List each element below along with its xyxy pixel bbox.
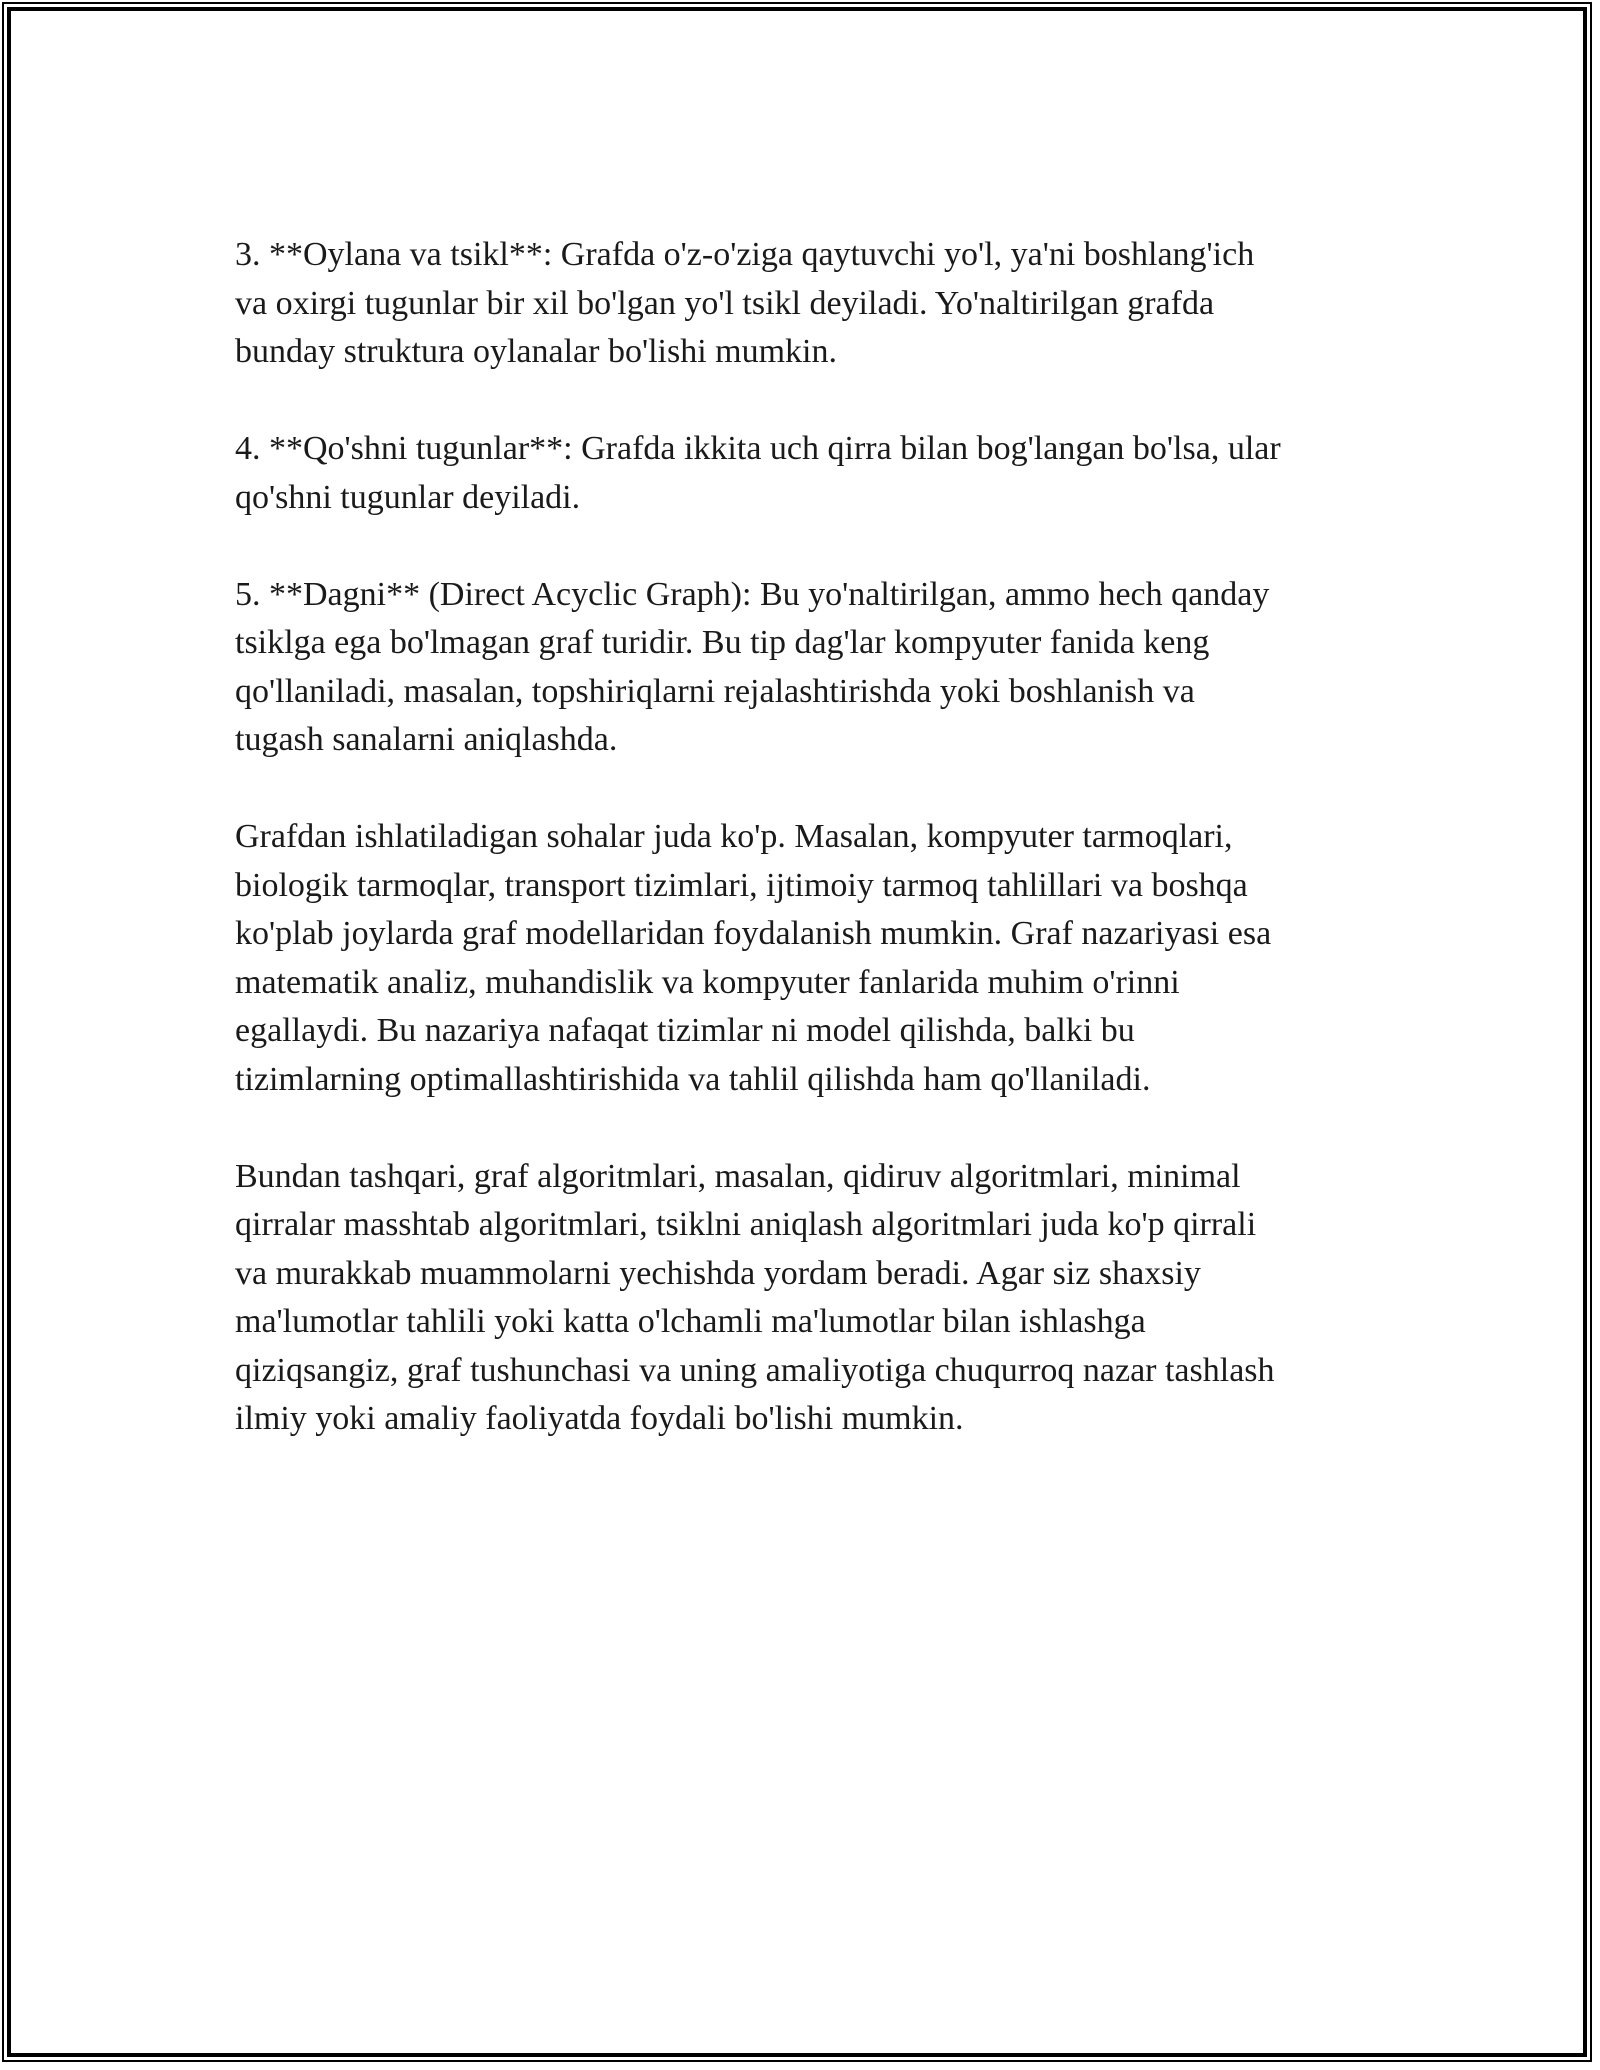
document-body	[235, 231, 1395, 1492]
text-line: va murakkab muammolarni yechishda yordam beradi. Agar siz shaxsiy	[235, 1254, 1201, 1292]
text-line: ilmiy yoki amaliy faoliyatda foydali bo'lishi mumkin.	[235, 1400, 964, 1437]
text-line: 5. **Dagni** (Direct Acyclic Graph): Bu yo'naltirilgan, ammo hech qanday	[235, 575, 1270, 613]
paragraph-dag	[235, 571, 1395, 765]
paragraph-cycle	[235, 231, 1395, 377]
text-line: va oxirgi tugunlar bir xil bo'lgan yo'l tsikl deyiladi. Yo'naltirilgan grafda	[235, 284, 1215, 322]
text-line: egallaydi. Bu nazariya nafaqat tizimlar ni model qilishda, balki bu	[235, 1012, 1135, 1049]
text-line: qo'llaniladi, masalan, topshiriqlarni rejalashtirishda yoki boshlanish va	[235, 672, 1195, 710]
text-line: ma'lumotlar tahlili yoki katta o'lchamli ma'lumotlar bilan ishlashga	[235, 1303, 1146, 1340]
paragraph-applications	[235, 813, 1395, 1104]
text-line: qiziqsangiz, graf tushunchasi va uning amaliyotiga chuqurroq nazar tashlash	[235, 1351, 1275, 1389]
text-line: 4. **Qo'shni tugunlar**: Grafda ikkita uch qirra bilan bog'langan bo'lsa, ular	[235, 430, 1281, 467]
text-line: matematik analiz, muhandislik va kompyuter fanlarida muhim o'rinni	[235, 963, 1180, 1001]
text-line: tizimlarning optimallashtirishida va tahlil qilishda ham qo'llaniladi.	[235, 1060, 1151, 1098]
paragraph-adjacent-nodes	[235, 425, 1395, 522]
text-line: biologik tarmoqlar, transport tizimlari, ijtimoiy tarmoq tahlillari va boshqa	[235, 866, 1248, 904]
text-line: 3. **Oylana va tsikl**: Grafda o'z-o'ziga qaytuvchi yo'l, ya'ni boshlang'ich	[235, 236, 1255, 273]
text-line: bunday struktura oylanalar bo'lishi mumkin.	[235, 333, 837, 370]
text-line: qo'shni tugunlar deyiladi.	[235, 478, 581, 516]
paragraph-algorithms	[235, 1153, 1395, 1444]
text-line: tsiklga ega bo'lmagan graf turidir. Bu tip dag'lar kompyuter fanida keng	[235, 624, 1210, 661]
text-line: Grafdan ishlatiladigan sohalar juda ko'p. Masalan, kompyuter tarmoqlari,	[235, 818, 1233, 855]
text-line: ko'plab joylarda graf modellaridan foydalanish mumkin. Graf nazariyasi esa	[235, 915, 1272, 952]
text-line: Bundan tashqari, graf algoritmlari, masalan, qidiruv algoritmlari, minimal	[235, 1157, 1241, 1195]
text-line: tugash sanalarni aniqlashda.	[235, 721, 618, 758]
text-line: qirralar masshtab algoritmlari, tsiklni aniqlash algoritmlari juda ko'p qirrali	[235, 1206, 1257, 1243]
